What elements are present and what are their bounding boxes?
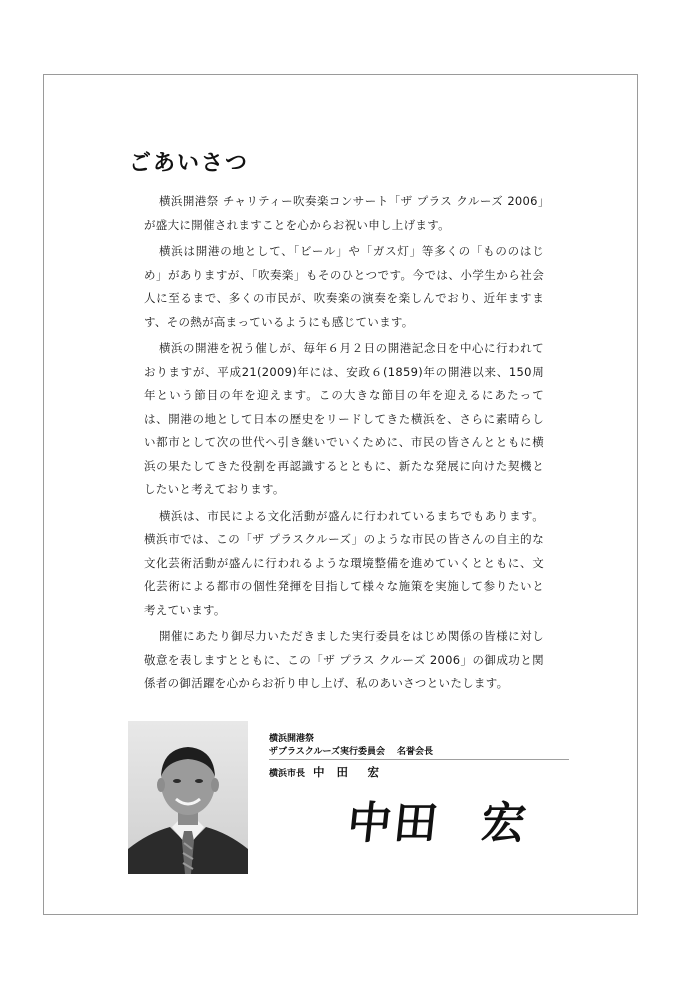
greeting-paragraph-4: 横浜は、市民による文化活動が盛んに行われているまちでもあります。横浜市では、この「ザ プラスクルーズ」のような市民の皆さんの自主的な文化芸術活動が盛んに行われるような環境整備を進めていくとともに、文化芸術による都市の個性発揮を目指して様々な施策を実施して参りたいと考えています。 bbox=[144, 508, 544, 617]
greeting-body bbox=[144, 190, 544, 696]
committee-name: ザブラスクルーズ実行委員会 bbox=[269, 747, 386, 757]
organization-line-1: 横浜開港祭 bbox=[269, 734, 315, 744]
signature-given-name: 宏 bbox=[478, 798, 531, 849]
handwritten-signature bbox=[345, 787, 532, 851]
mayor-portrait-photo bbox=[128, 721, 248, 874]
mayor-title: 横浜市長 bbox=[269, 769, 306, 779]
divider-line bbox=[269, 759, 569, 760]
greeting-paragraph-5: 開催にあたり御尽力いただきました実行委員をはじめ関係の皆様に対し敬意を表しますとともに、この「ザ プラス クルーズ 2006」の御成功と関係者の御活躍を心からお祈り申し上げ、私のあいさつといたします。 bbox=[144, 629, 544, 690]
organization-block bbox=[269, 733, 433, 759]
mayor-line bbox=[269, 764, 383, 780]
greeting-paragraph-2: 横浜は開港の地として、「ビール」や「ガス灯」等多くの「もののはじめ」がありますが、「吹奏楽」もそのひとつです。今では、小学生から社会人に至るまで、多くの市民が、吹奏楽の演奏を楽しんでおり、近年ますます、その熱が高まっているようにも感じています。 bbox=[144, 244, 544, 329]
portrait-illustration bbox=[128, 721, 248, 874]
greeting-paragraph-1: 横浜開港祭 チャリティー吹奏楽コンサート「ザ プラス クルーズ 2006」が盛大に開催されますことを心からお祝い申し上げます。 bbox=[144, 194, 544, 232]
page-title: ごあいさつ bbox=[129, 150, 250, 176]
signature-surname: 中田 bbox=[344, 798, 443, 849]
greeting-paragraph-3: 横浜の開港を祝う催しが、毎年６月２日の開港記念日を中心に行われておりますが、平成21(2009)年には、安政６(1859)年の開港以来、150周年という節目の年を迎えます。この大きな節目の年を迎えるにあたっては、開港の地として日本の歴史をリードしてきた横浜を、さらに素晴らしい都市として次の世代へ引き継いでいくために、市民の皆さんとともに横浜の果たしてきた役割を再認識するとともに、新たな発展に向けた契機としたいと考えております。 bbox=[144, 341, 544, 496]
mayor-name: 中 田 宏 bbox=[313, 765, 384, 779]
honorary-chair-label: 名誉会長 bbox=[397, 747, 434, 757]
organization-line-2 bbox=[269, 746, 433, 759]
